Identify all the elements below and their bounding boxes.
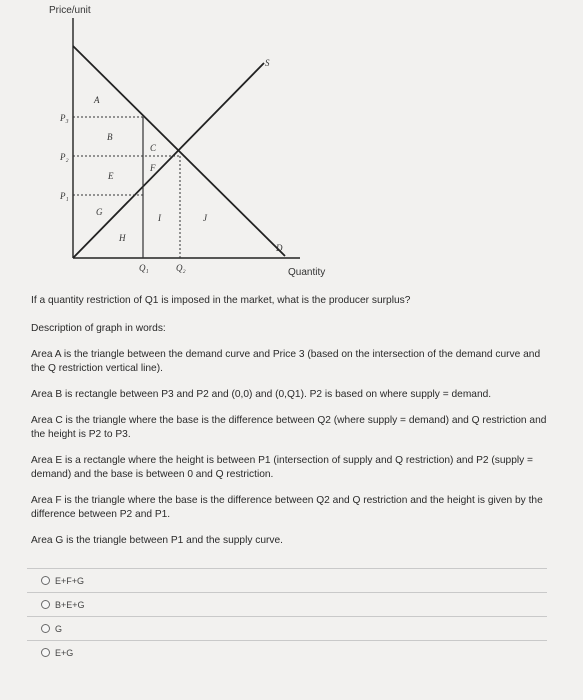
y-axis-title: Price/unit xyxy=(49,5,91,16)
radio-button[interactable] xyxy=(41,648,50,657)
paragraph-area-g: Area G is the triangle between P1 and the supply curve. xyxy=(31,535,284,546)
question-block xyxy=(31,294,551,560)
option-label: G xyxy=(55,623,63,634)
paragraph-area-a: Area A is the triangle between the demand curve and Price 3 (based on the intersection of the demand curve and the Q restriction vertical line). xyxy=(31,349,541,374)
area-g-label: G xyxy=(96,207,103,217)
q2-label: Q₂ xyxy=(176,263,186,273)
area-a-label: A xyxy=(94,95,100,105)
option-row-2[interactable] xyxy=(27,592,547,616)
p3-label: P₃ xyxy=(60,113,69,123)
supply-label: S xyxy=(265,58,270,68)
option-row-4[interactable] xyxy=(27,640,547,664)
option-row-1[interactable] xyxy=(27,568,547,592)
option-label: E+F+G xyxy=(55,575,85,586)
paragraph-area-c: Area C is the triangle where the base is the difference between Q2 (where supply = demand) and Q restriction and the height is P2 to P3. xyxy=(31,415,547,440)
description-title: Description of graph in words: xyxy=(31,323,166,334)
area-i-label: I xyxy=(158,213,161,223)
option-label: E+G xyxy=(55,647,74,658)
q1-label: Q₁ xyxy=(139,263,149,273)
p2-label: P₂ xyxy=(60,152,69,162)
option-label: B+E+G xyxy=(55,599,85,610)
supply-demand-graph xyxy=(0,0,583,285)
supply-curve xyxy=(73,63,264,258)
radio-button[interactable] xyxy=(41,600,50,609)
paragraph-area-e: Area E is a rectangle where the height is between P1 (intersection of supply and Q restriction) and P2 (supply = demand) and the base is between 0 and Q restriction. xyxy=(31,455,534,480)
demand-label: D xyxy=(276,243,283,253)
paragraph-area-b: Area B is rectangle between P3 and P2 and (0,0) and (0,Q1). P2 is based on where supply = demand. xyxy=(31,389,492,400)
paragraph-area-f: Area F is the triangle where the base is the difference between Q2 and Q restriction and the height is given by the difference between P2 and P1. xyxy=(31,495,543,520)
area-c-label: C xyxy=(150,143,157,153)
question-text: If a quantity restriction of Q1 is imposed in the market, what is the producer surplus? xyxy=(31,295,411,306)
x-axis-title: Quantity xyxy=(288,267,326,278)
p1-label: P₁ xyxy=(60,191,69,201)
answer-options xyxy=(27,568,547,664)
option-row-3[interactable] xyxy=(27,616,547,640)
area-e-label: E xyxy=(108,171,114,181)
area-h-label: H xyxy=(119,233,126,243)
area-b-label: B xyxy=(107,132,113,142)
radio-button[interactable] xyxy=(41,624,50,633)
area-f-label: F xyxy=(150,163,156,173)
area-j-label: J xyxy=(203,213,207,223)
radio-button[interactable] xyxy=(41,576,50,585)
